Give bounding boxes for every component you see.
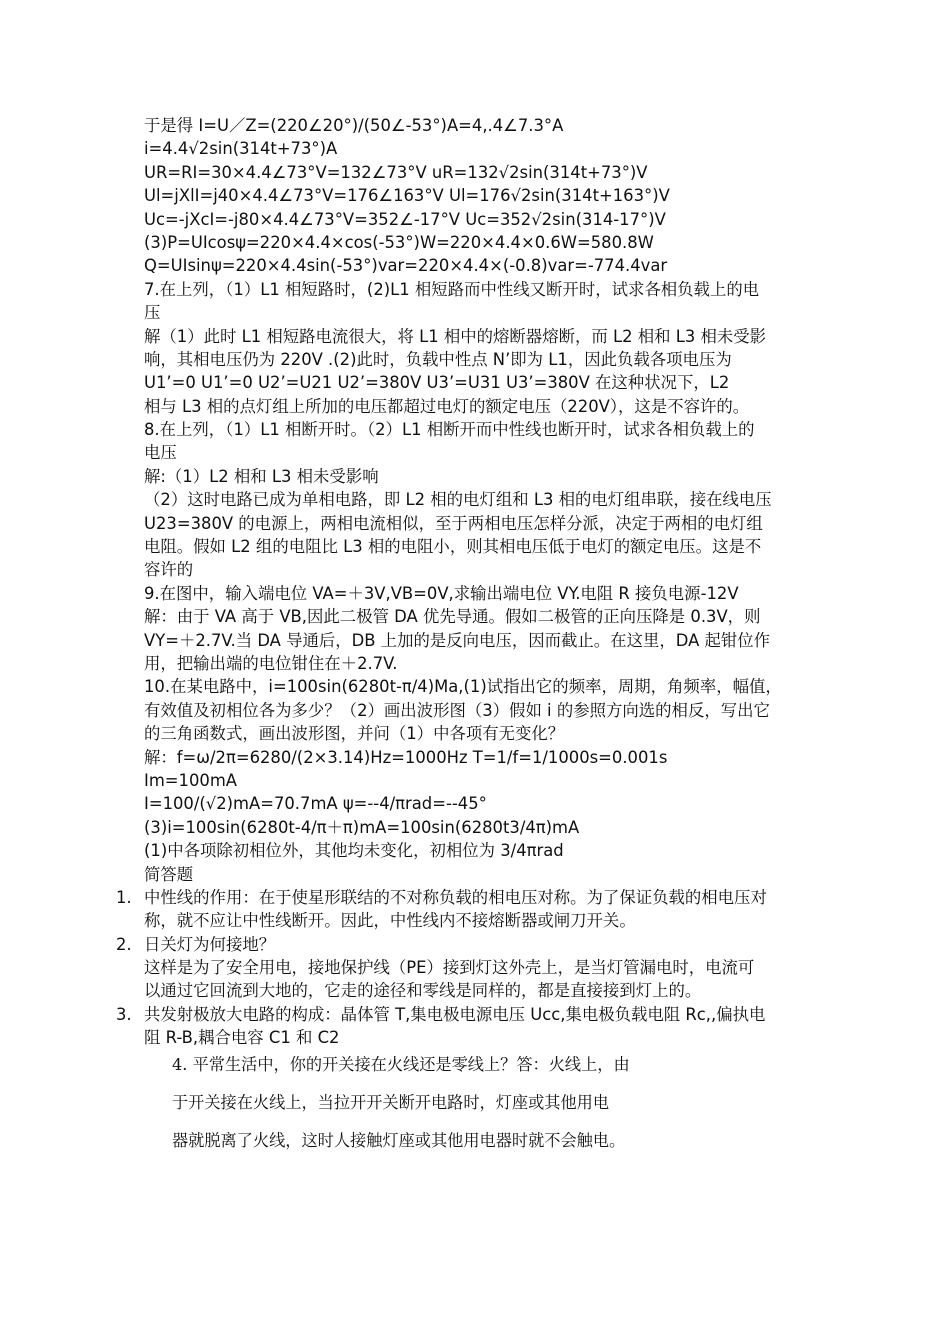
text-line: UR=RI=30×4.4∠73°V=132∠73°V uR=132√2sin(314t+73°)V <box>144 162 648 182</box>
text-line: 称，就不应让中性线断开。因此，中性线内不接熔断器或闸刀开关。 <box>144 911 636 931</box>
text-line: 日关灯为何接地？ <box>144 934 276 954</box>
text-line: i=4.4√2sin(314t+73°)A <box>144 139 338 159</box>
text-line: 这样是为了安全用电，接地保护线（PE）接到灯这外壳上，是当灯管漏电时，电流可 <box>144 958 755 978</box>
text-line: 7.在上列，（1）L1 相短路时，(2)L1 相短路而中性线又断开时，试求各相负载上的电 <box>144 279 760 299</box>
text-line: 用，把输出端的电位钳住在＋2.7V. <box>144 653 398 673</box>
short-answer-list <box>116 886 824 1050</box>
text-line: 有效值及初相位各为多少？（2）画出波形图（3）假如 i 的参照方向选的相反，写出它 <box>144 700 770 720</box>
text-line: 阻 R-B,耦合电容 C1 和 C2 <box>144 1028 340 1048</box>
list-number: 1. <box>116 887 132 907</box>
text-line: 容许的 <box>144 560 194 580</box>
text-line: I=100/(√2)mA=70.7mA ψ=--4/πrad=--45° <box>144 794 487 814</box>
text-line: 解（1）此时 L1 相短路电流很大，将 L1 相中的熔断器熔断，而 L2 相和 L3 相未受影 <box>144 326 767 346</box>
text-line: 10.在某电路中，i=100sin(6280t-π/4)Ma,(1)试指出它的频率，周期，角频率，幅值， <box>144 677 782 697</box>
text-line: (3)P=UIcosψ=220×4.4×cos(-53°)W=220×4.4×0.6W=580.8W <box>144 232 654 252</box>
text-line: 于是得 I=U／Z=(220∠20°)/(50∠-53°)A=4,.4∠7.3°A <box>144 116 564 135</box>
text-line: Uc=-jXcI=-j80×4.4∠73°V=352∠-17°V Uc=352√2sin(314-17°)V <box>144 209 666 229</box>
text-line: 8.在上列，（1）L1 相断开时。（2）L1 相断开而中性线也断开时，试求各相负载上的 <box>144 420 755 440</box>
text-line: U1’=0 U1’=0 U2’=U21 U2’=380V U3’=U31 U3’=380V 在这种状况下，L2 <box>144 373 730 393</box>
text-line: 器就脱离了火线，这时人接触灯座或其他用电器时就不会触电。 <box>172 1130 626 1150</box>
section-heading: 简答题 <box>144 864 194 884</box>
list-number: 3. <box>116 1004 132 1024</box>
line-gap <box>172 1116 824 1128</box>
text-line: 的三角函数式，画出波形图，并问（1）中各项有无变化？ <box>144 724 565 744</box>
text-line: 电压 <box>144 443 177 463</box>
text-line: 4. 平常生活中，你的开关接在火线还是零线上？答：火线上，由 <box>172 1054 630 1074</box>
text-line: （2）这时电路已成为单相电路，即 L2 相的电灯组和 L3 相的电灯组串联，接在线电压 <box>144 490 772 510</box>
text-line: 解:（1）L2 相和 L3 相未受影响 <box>144 466 379 486</box>
body-text <box>144 114 824 886</box>
answer-four-block <box>144 1052 824 1154</box>
text-line: 以通过它回流到大地的，它走的途径和零线是同样的，都是直接接到灯上的。 <box>144 981 702 1001</box>
list-item <box>116 933 824 1003</box>
text-line: 压 <box>144 303 161 323</box>
text-line: VY=＋2.7V.当 DA 导通后，DB 上加的是反向电压，因而截止。在这里，DA 起钳位作 <box>144 630 771 650</box>
text-line: U23=380V 的电源上，两相电流相似，至于两相电压怎样分派，决定于两相的电灯组 <box>144 513 763 533</box>
text-line: 解：由于 VA 高于 VB,因此二极管 DA 优先导通。假如二极管的正向压降是 0.3V，则 <box>144 607 761 627</box>
text-line: 电阻。假如 L2 组的电阻比 L3 相的电阻小，则其相电压低于电灯的额定电压。这是不 <box>144 537 762 557</box>
text-line: 中性线的作用：在于使星形联结的不对称负载的相电压对称。为了保证负载的相电压对 <box>144 887 767 907</box>
line-gap <box>172 1078 824 1090</box>
text-line: 响，其相电压仍为 220V .(2)此时，负载中性点 N’即为 L1，因此负载各项电压为 <box>144 349 732 369</box>
document-page <box>116 114 824 1154</box>
text-line: Q=UIsinψ=220×4.4sin(-53°)var=220×4.4×(-0.8)var=-774.4var <box>144 256 668 276</box>
text-line: (3)i=100sin(6280t-4/π＋π)mA=100sin(6280t3/4π)mA <box>144 817 580 837</box>
list-item <box>116 886 824 933</box>
text-line: 相与 L3 相的点灯组上所加的电压都超过电灯的额定电压（220V），这是不容许的。 <box>144 396 750 416</box>
text-line: 解：f=ω/2π=6280/(2×3.14)Hz=1000Hz T=1/f=1/1000s=0.001s <box>144 747 668 767</box>
text-line: Ul=jXlI=j40×4.4∠73°V=176∠163°V Ul=176√2sin(314t+163°)V <box>144 186 670 206</box>
text-line: Im=100mA <box>144 770 237 790</box>
list-item <box>116 1003 824 1050</box>
text-line: 9.在图中，输入端电位 VA=＋3V,VB=0V,求输出端电位 VY.电阻 R 接负电源-12V <box>144 583 739 603</box>
text-line: (1)中各项除初相位外，其他均未变化，初相位为 3/4πrad <box>144 841 564 861</box>
text-line: 共发射极放大电路的构成：晶体管 T,集电极电源电压 Ucc,集电极负载电阻 Rc,,偏执电 <box>144 1004 766 1024</box>
list-number: 2. <box>116 934 132 954</box>
text-line: 于开关接在火线上，当拉开开关断开电路时，灯座或其他用电 <box>172 1092 610 1112</box>
